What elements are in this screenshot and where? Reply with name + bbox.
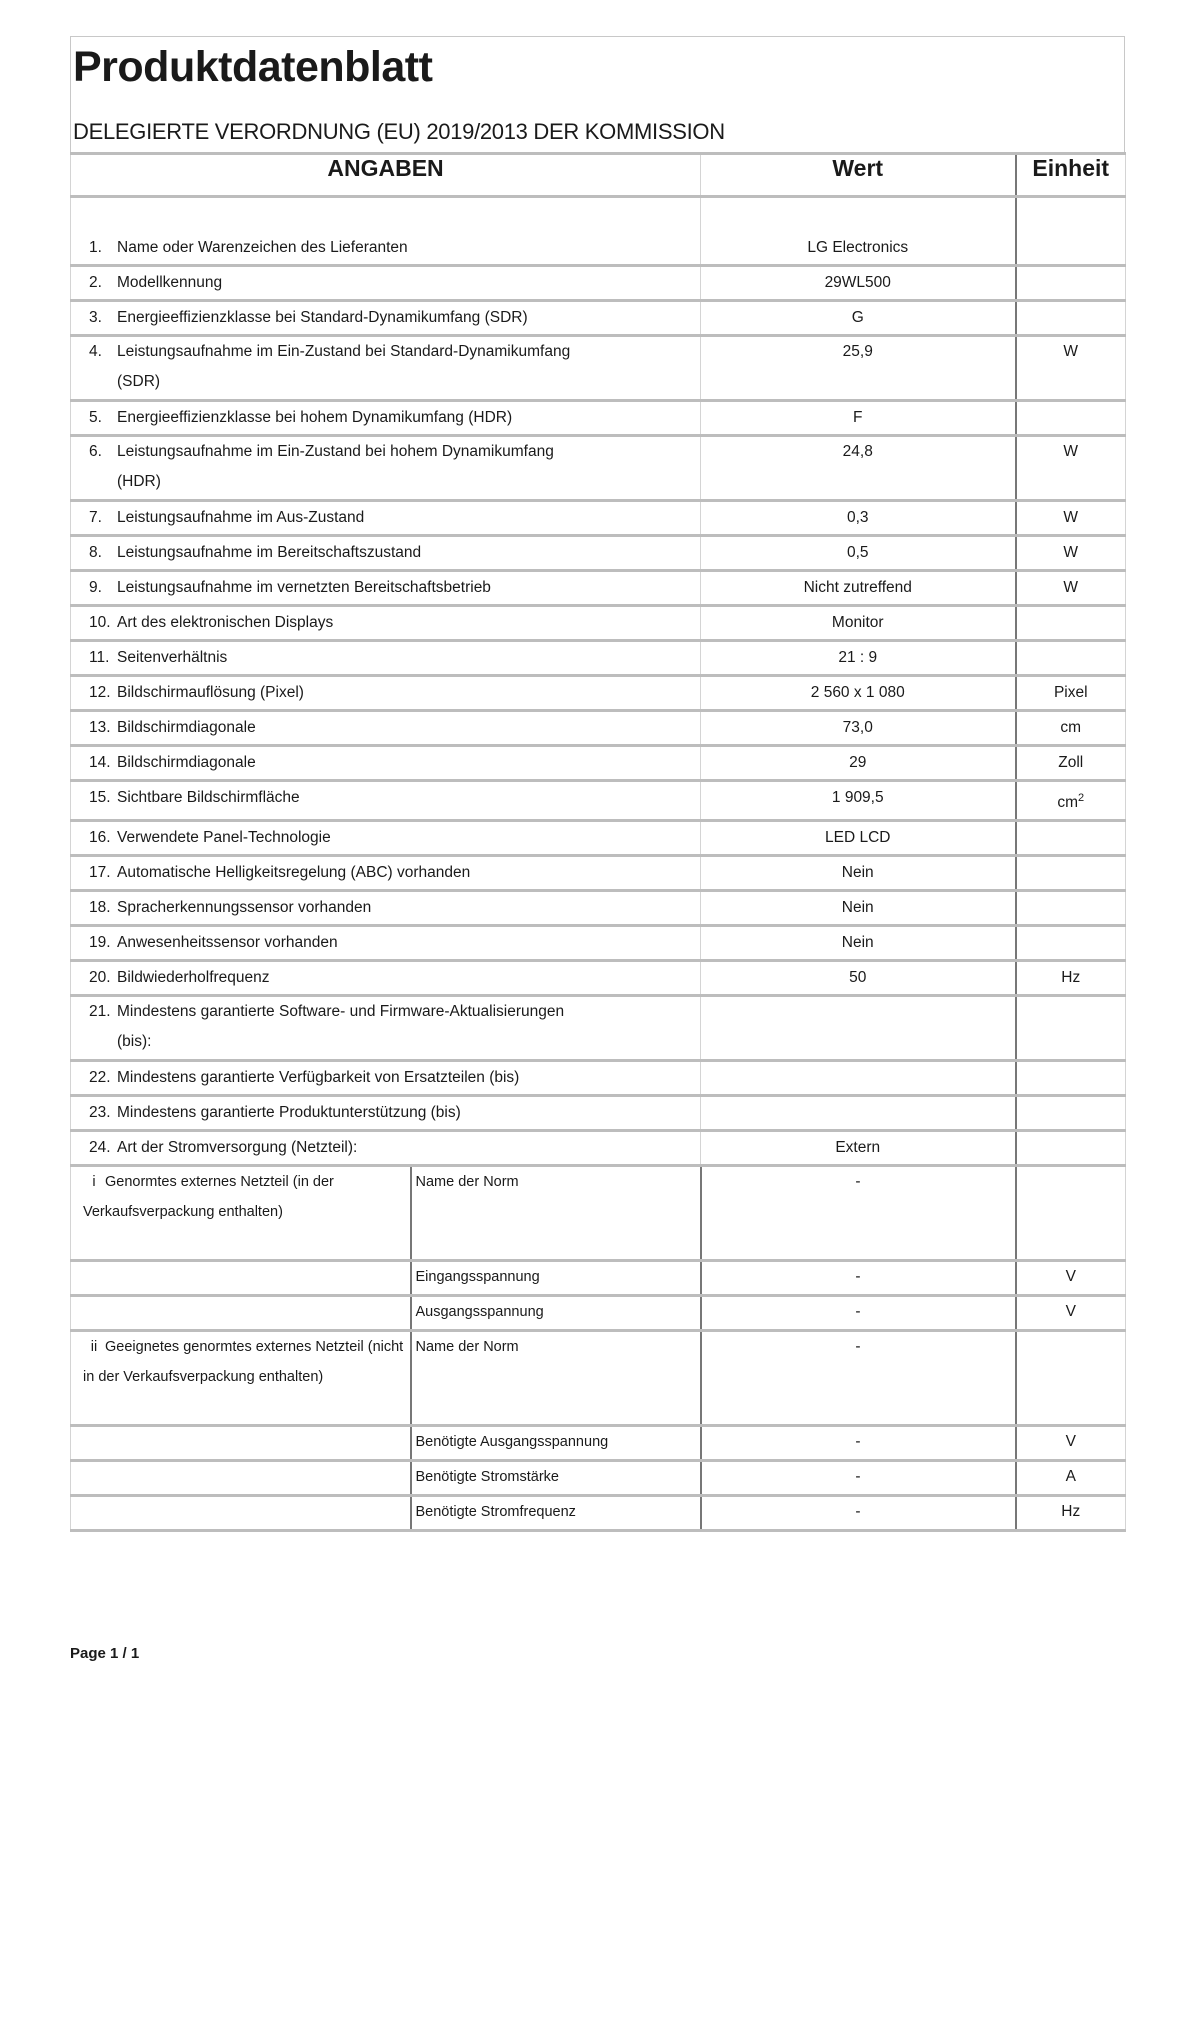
row-number: 12. — [89, 684, 111, 701]
spacer-row — [71, 197, 1126, 233]
table-row — [71, 641, 1126, 676]
cell-einheit — [1016, 1296, 1126, 1331]
row-value: 21 : 9 — [838, 649, 878, 666]
row-number: 2. — [89, 274, 102, 291]
cell-einheit — [1016, 1166, 1126, 1261]
row-label: Automatische Helligkeitsregelung (ABC) vorhanden — [117, 864, 471, 882]
table-row — [71, 856, 1126, 891]
row-unit: W — [1063, 343, 1079, 360]
cell-sublabel — [411, 1331, 701, 1426]
cell-einheit — [1016, 781, 1126, 821]
row-label: Leistungsaufnahme im Ein-Zustand bei hohem Dynamikumfang — [117, 443, 554, 460]
cell-sublabel — [411, 1296, 701, 1331]
table-row — [71, 232, 1126, 266]
cell-group — [71, 1296, 411, 1331]
row-unit: W — [1063, 443, 1079, 460]
row-number: 17. — [89, 864, 111, 882]
cell-einheit — [1016, 1496, 1126, 1531]
cell-angaben — [71, 1096, 701, 1131]
row-number: 8. — [89, 544, 102, 561]
power-supply-row — [71, 1261, 1126, 1296]
cell-angaben — [71, 711, 701, 746]
cell-wert — [701, 301, 1016, 336]
row-unit: W — [1063, 509, 1079, 526]
table-row — [71, 401, 1126, 436]
cell-wert — [701, 781, 1016, 821]
power-supply-row — [71, 1166, 1126, 1261]
cell-angaben — [71, 676, 701, 711]
cell-einheit — [1016, 501, 1126, 536]
row-number: 21. — [89, 1003, 111, 1021]
cell-wert — [701, 436, 1016, 501]
row-value: Nein — [841, 934, 874, 952]
cell-wert — [701, 1461, 1016, 1496]
cell-einheit — [1016, 711, 1126, 746]
group-marker: ii — [90, 1339, 98, 1356]
row-number: 7. — [89, 509, 102, 526]
cell-wert — [701, 536, 1016, 571]
row-label: Mindestens garantierte Produktunterstützung (bis) — [117, 1104, 461, 1122]
sub-unit: V — [1065, 1268, 1076, 1286]
cell-angaben — [71, 996, 701, 1061]
row-unit: Pixel — [1053, 684, 1088, 701]
cell-group — [71, 1261, 411, 1296]
power-supply-row — [71, 1331, 1126, 1426]
cell-wert — [701, 571, 1016, 606]
cell-sublabel — [411, 1166, 701, 1261]
cell-wert — [701, 501, 1016, 536]
row-number: 24. — [89, 1139, 111, 1157]
cell-wert — [701, 336, 1016, 401]
row-label: Mindestens garantierte Software- und Firmware-Aktualisierungen — [117, 1003, 565, 1021]
sub-label: Benötigte Ausgangsspannung — [415, 1434, 609, 1451]
cell-wert — [701, 1061, 1016, 1096]
row-value: LED LCD — [825, 829, 891, 847]
sub-value: - — [855, 1268, 861, 1286]
row-value: 73,0 — [842, 719, 873, 736]
row-number: 20. — [89, 969, 111, 987]
table-row — [71, 1061, 1126, 1096]
table-body — [71, 197, 1126, 1166]
row-unit: cm — [1057, 794, 1079, 812]
cell-angaben — [71, 436, 701, 501]
row-value: Nein — [841, 899, 874, 917]
cell-einheit — [1016, 891, 1126, 926]
cell-angaben — [71, 781, 701, 821]
cell-wert — [701, 856, 1016, 891]
cell-angaben — [71, 961, 701, 996]
cell-einheit — [1016, 606, 1126, 641]
table-row — [71, 926, 1126, 961]
header-angaben: ANGABEN — [71, 154, 701, 197]
table-row — [71, 781, 1126, 821]
cell-wert — [701, 1131, 1016, 1166]
row-unit: Hz — [1061, 969, 1081, 987]
cell-einheit — [1016, 746, 1126, 781]
power-supply-row — [71, 1296, 1126, 1331]
row-label: Name oder Warenzeichen des Lieferanten — [117, 239, 408, 256]
unit-superscript: 2 — [1078, 792, 1085, 804]
group-marker: i — [92, 1174, 96, 1191]
cell-einheit — [1016, 301, 1126, 336]
power-supply-row — [71, 1426, 1126, 1461]
row-value: F — [853, 409, 863, 426]
row-unit: cm — [1060, 719, 1082, 736]
row-label: Energieeffizienzklasse bei hohem Dynamikumfang (HDR) — [117, 409, 513, 426]
cell-wert — [701, 1096, 1016, 1131]
row-number: 4. — [89, 343, 102, 360]
row-label: Verwendete Panel-Technologie — [117, 829, 331, 847]
row-number: 19. — [89, 934, 111, 952]
cell-wert — [701, 1496, 1016, 1531]
sub-unit: Hz — [1061, 1503, 1081, 1521]
table-row — [71, 996, 1126, 1061]
table-row — [71, 606, 1126, 641]
document-title: Produktdatenblatt — [73, 43, 433, 91]
row-value: LG Electronics — [807, 239, 909, 256]
row-label: Bildschirmdiagonale — [117, 754, 256, 771]
row-unit: W — [1063, 544, 1079, 561]
row-label: Art der Stromversorgung (Netzteil): — [117, 1139, 358, 1157]
row-number: 3. — [89, 309, 102, 326]
sub-value: - — [855, 1173, 861, 1191]
cell-angaben — [71, 606, 701, 641]
row-label-continued: (HDR) — [117, 473, 161, 490]
header-wert: Wert — [701, 154, 1016, 197]
cell-sublabel — [411, 1461, 701, 1496]
table-row — [71, 961, 1126, 996]
row-number: 22. — [89, 1069, 111, 1087]
cell-group — [71, 1496, 411, 1531]
sub-label: Name der Norm — [415, 1174, 519, 1191]
cell-wert — [701, 1331, 1016, 1426]
table-row — [71, 536, 1126, 571]
product-datasheet — [70, 36, 1125, 1532]
row-value: 50 — [849, 969, 867, 987]
cell-angaben — [71, 401, 701, 436]
row-value: 0,3 — [846, 509, 869, 526]
sub-unit: V — [1065, 1303, 1076, 1321]
row-number: 14. — [89, 754, 111, 771]
cell-wert — [701, 266, 1016, 301]
cell-wert — [701, 1426, 1016, 1461]
cell-sublabel — [411, 1426, 701, 1461]
row-value: 24,8 — [842, 443, 873, 460]
row-value: 2 560 x 1 080 — [810, 684, 905, 701]
cell-angaben — [71, 926, 701, 961]
cell-einheit — [1016, 266, 1126, 301]
table-row — [71, 301, 1126, 336]
group-label: Geeignetes genormtes externes Netzteil (nicht in der Verkaufsverpackung enthalten) — [83, 1339, 404, 1386]
table-row — [71, 746, 1126, 781]
row-label-continued: (bis): — [117, 1033, 152, 1051]
datasheet-table — [70, 152, 1126, 1532]
sub-label: Benötigte Stromfrequenz — [415, 1504, 576, 1521]
table-row — [71, 821, 1126, 856]
row-value: Extern — [835, 1139, 881, 1157]
row-value: 25,9 — [842, 343, 873, 360]
cell-einheit — [1016, 571, 1126, 606]
cell-wert — [701, 401, 1016, 436]
cell-einheit — [1016, 961, 1126, 996]
sub-label: Name der Norm — [415, 1339, 519, 1356]
cell-sublabel — [411, 1261, 701, 1296]
cell-einheit — [1016, 536, 1126, 571]
cell-angaben — [71, 232, 701, 266]
cell-angaben — [71, 746, 701, 781]
cell-wert — [701, 606, 1016, 641]
cell-einheit — [1016, 1261, 1126, 1296]
row-unit: Zoll — [1058, 754, 1084, 771]
cell-einheit — [1016, 856, 1126, 891]
cell-wert — [701, 961, 1016, 996]
cell-einheit — [1016, 1096, 1126, 1131]
cell-sublabel — [411, 1496, 701, 1531]
cell-einheit — [1016, 996, 1126, 1061]
sub-value: - — [855, 1503, 861, 1521]
sub-label: Benötigte Stromstärke — [415, 1469, 559, 1486]
table-row — [71, 711, 1126, 746]
cell-einheit — [1016, 1131, 1126, 1166]
cell-angaben — [71, 856, 701, 891]
title-box — [70, 36, 1125, 152]
cell-angaben — [71, 821, 701, 856]
row-label: Leistungsaufnahme im Bereitschaftszustand — [117, 544, 422, 561]
cell-wert — [701, 1296, 1016, 1331]
row-value: 1 909,5 — [831, 789, 884, 806]
cell-wert — [701, 711, 1016, 746]
row-value: 29WL500 — [824, 274, 891, 291]
row-label: Modellkennung — [117, 274, 223, 291]
table-row — [71, 436, 1126, 501]
row-number: 9. — [89, 579, 102, 596]
cell-angaben — [71, 501, 701, 536]
table-row — [71, 266, 1126, 301]
table-row — [71, 891, 1126, 926]
cell-einheit — [1016, 641, 1126, 676]
cell-wert — [701, 891, 1016, 926]
cell-wert — [701, 926, 1016, 961]
cell-wert — [701, 641, 1016, 676]
table-row — [71, 676, 1126, 711]
power-supply-row — [71, 1496, 1126, 1531]
cell-angaben — [71, 536, 701, 571]
row-number: 6. — [89, 443, 102, 460]
group-label: Genormtes externes Netzteil (in der Verkaufsverpackung enthalten) — [83, 1174, 334, 1221]
row-label: Leistungsaufnahme im vernetzten Bereitschaftsbetrieb — [117, 579, 491, 596]
cell-angaben — [71, 266, 701, 301]
cell-einheit — [1016, 1461, 1126, 1496]
row-value: Nicht zutreffend — [803, 579, 912, 596]
cell-angaben — [71, 1131, 701, 1166]
cell-einheit — [1016, 821, 1126, 856]
row-label: Mindestens garantierte Verfügbarkeit von Ersatzteilen (bis) — [117, 1069, 520, 1087]
row-label: Bildwiederholfrequenz — [117, 969, 270, 987]
row-number: 15. — [89, 789, 111, 806]
cell-wert — [701, 1166, 1016, 1261]
row-label: Sichtbare Bildschirmfläche — [117, 789, 300, 806]
cell-einheit — [1016, 232, 1126, 266]
sub-label: Eingangsspannung — [415, 1269, 540, 1286]
row-label: Anwesenheitssensor vorhanden — [117, 934, 338, 952]
row-number: 5. — [89, 409, 102, 426]
row-number: 16. — [89, 829, 111, 847]
cell-wert — [701, 232, 1016, 266]
row-label: Seitenverhältnis — [117, 649, 228, 666]
cell-group — [71, 1426, 411, 1461]
header-row — [71, 154, 1126, 197]
row-number: 10. — [89, 614, 111, 631]
sub-value: - — [855, 1338, 861, 1356]
cell-einheit — [1016, 926, 1126, 961]
cell-einheit — [1016, 1061, 1126, 1096]
cell-wert — [701, 676, 1016, 711]
cell-group — [71, 1461, 411, 1496]
row-number: 18. — [89, 899, 111, 917]
row-label: Leistungsaufnahme im Ein-Zustand bei Standard-Dynamikumfang — [117, 343, 571, 360]
row-label-continued: (SDR) — [117, 373, 161, 390]
row-number: 1. — [89, 239, 102, 256]
cell-group — [71, 1331, 411, 1426]
cell-einheit — [1016, 436, 1126, 501]
cell-angaben — [71, 1061, 701, 1096]
row-value: 0,5 — [846, 544, 869, 561]
sub-value: - — [855, 1433, 861, 1451]
row-label: Bildschirmdiagonale — [117, 719, 256, 736]
table-row — [71, 1131, 1126, 1166]
sub-unit: A — [1065, 1468, 1076, 1486]
row-number: 11. — [89, 649, 110, 666]
sub-unit: V — [1065, 1433, 1076, 1451]
cell-einheit — [1016, 1331, 1126, 1426]
cell-angaben — [71, 571, 701, 606]
cell-wert — [701, 821, 1016, 856]
row-number: 13. — [89, 719, 111, 736]
table-row — [71, 336, 1126, 401]
sub-value: - — [855, 1468, 861, 1486]
table-row — [71, 501, 1126, 536]
header-einheit: Einheit — [1016, 154, 1126, 197]
row-label: Art des elektronischen Displays — [117, 614, 334, 631]
cell-angaben — [71, 641, 701, 676]
cell-group — [71, 1166, 411, 1261]
cell-einheit — [1016, 676, 1126, 711]
row-label: Energieeffizienzklasse bei Standard-Dynamikumfang (SDR) — [117, 309, 528, 326]
table-row — [71, 1096, 1126, 1131]
row-label: Leistungsaufnahme im Aus-Zustand — [117, 509, 365, 526]
row-label: Spracherkennungssensor vorhanden — [117, 899, 372, 917]
row-unit: W — [1063, 579, 1079, 596]
cell-wert — [701, 996, 1016, 1061]
sub-label: Ausgangsspannung — [415, 1304, 544, 1321]
row-value: Nein — [841, 864, 874, 882]
cell-einheit — [1016, 401, 1126, 436]
row-value: Monitor — [831, 614, 884, 631]
cell-angaben — [71, 336, 701, 401]
cell-einheit — [1016, 1426, 1126, 1461]
row-value: G — [851, 309, 864, 326]
row-value: 29 — [849, 754, 867, 771]
table-row — [71, 571, 1126, 606]
cell-einheit — [1016, 336, 1126, 401]
cell-angaben — [71, 891, 701, 926]
cell-wert — [701, 746, 1016, 781]
cell-wert — [701, 1261, 1016, 1296]
regulation-subtitle: DELEGIERTE VERORDNUNG (EU) 2019/2013 DER KOMMISSION — [73, 119, 725, 144]
row-number: 23. — [89, 1104, 111, 1122]
sub-value: - — [855, 1303, 861, 1321]
power-supply-row — [71, 1461, 1126, 1496]
page-indicator: Page 1 / 1 — [70, 1645, 140, 1662]
power-supply-body — [71, 1166, 1126, 1531]
cell-angaben — [71, 301, 701, 336]
row-label: Bildschirmauflösung (Pixel) — [117, 684, 304, 701]
